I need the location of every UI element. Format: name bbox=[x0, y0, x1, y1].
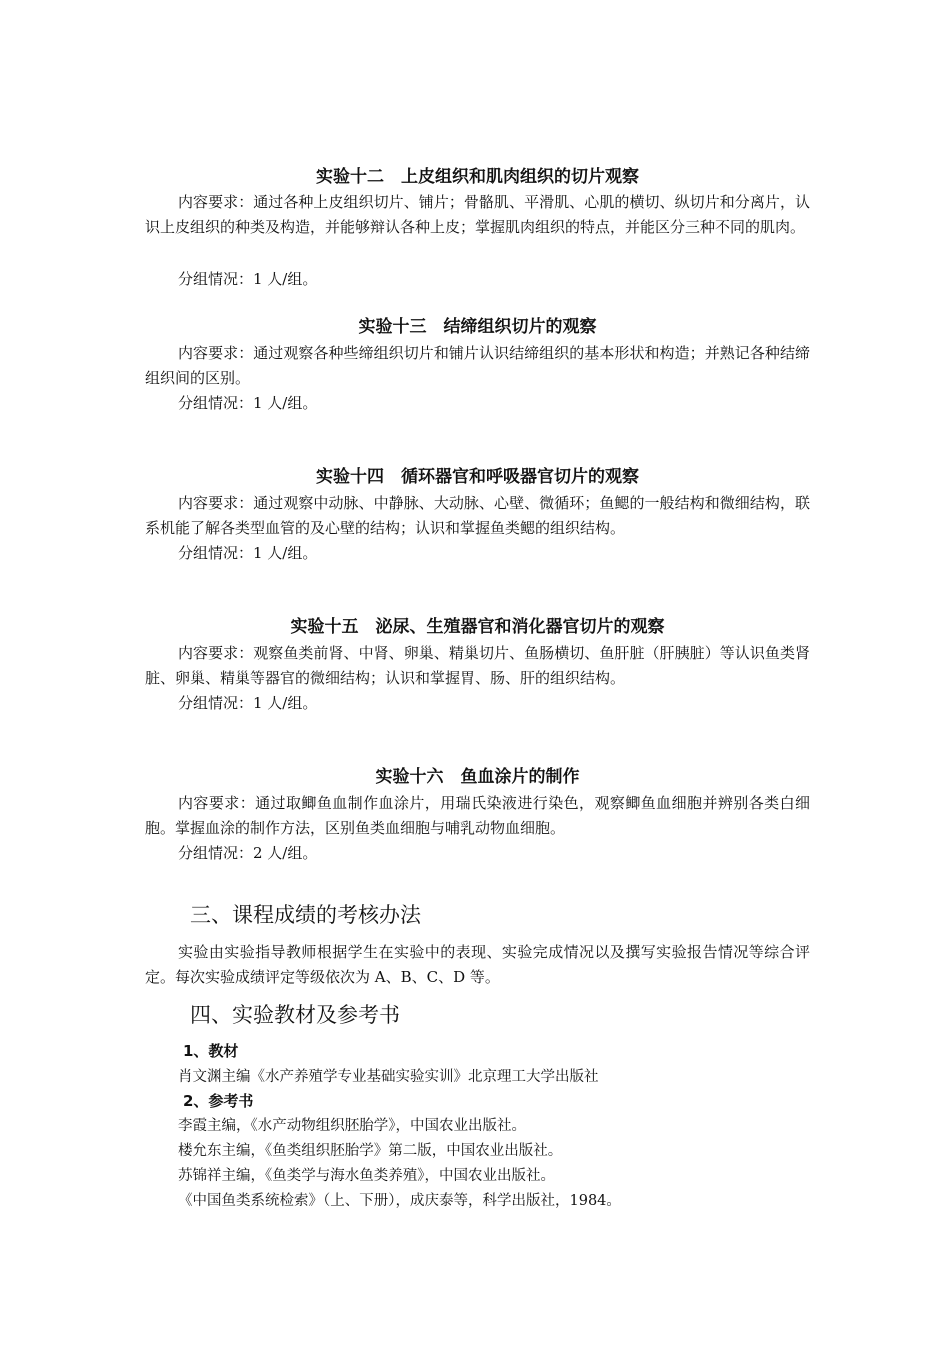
textbook-entry: 肖文渊主编《水产养殖学专业基础实验实训》北京理工大学出版社 bbox=[178, 1069, 599, 1085]
textbook-heading: 1、教材 bbox=[183, 1042, 239, 1060]
experiment-14-grouping: 分组情况：1 人/组。 bbox=[178, 544, 318, 562]
experiment-12-title: 实验十二 上皮组织和肌肉组织的切片观察 bbox=[316, 167, 639, 187]
experiment-12-content: 内容要求：通过各种上皮组织切片、铺片；骨骼肌、平滑肌、心肌的横切、纵切片和分离片，认识上皮组织的种类及构造，并能够辩认各种上皮；掌握肌肉组织的特点，并能区分三种不同的肌肉。 bbox=[145, 193, 810, 236]
section-3-heading: 三、课程成绩的考核办法 bbox=[190, 903, 421, 927]
experiment-16-content: 内容要求：通过取鲫鱼血制作血涂片，用瑞氏染液进行染色，观察鲫鱼血细胞并辨别各类白细胞。掌握血涂的制作方法，区别鱼类血细胞与哺乳动物血细胞。 bbox=[145, 794, 810, 837]
reference-item: 楼允东主编，《鱼类组织胚胎学》第二版，中国农业出版社。 bbox=[178, 1143, 563, 1159]
experiment-16-title: 实验十六 鱼血涂片的制作 bbox=[375, 767, 580, 787]
experiment-15-title: 实验十五 泌尿、生殖器官和消化器官切片的观察 bbox=[290, 617, 665, 637]
reference-item: 李霞主编，《水产动物组织胚胎学》，中国农业出版社。 bbox=[178, 1118, 526, 1134]
experiment-15-grouping: 分组情况：1 人/组。 bbox=[178, 694, 318, 712]
experiment-14-content: 内容要求：通过观察中动脉、中静脉、大动脉、心壁、微循环；鱼鳃的一般结构和微细结构，联系机能了解各类型血管的及心壁的结构；认识和掌握鱼类鳃的组织结构。 bbox=[145, 494, 810, 537]
experiment-12-grouping: 分组情况：1 人/组。 bbox=[178, 270, 318, 288]
references-heading: 2、参考书 bbox=[183, 1092, 254, 1110]
experiment-15-content: 内容要求：观察鱼类前肾、中肾、卵巢、精巢切片、鱼肠横切、鱼肝脏（肝胰脏）等认识鱼类肾脏、卵巢、精巢等器官的微细结构；认识和掌握胃、肠、肝的组织结构。 bbox=[145, 644, 810, 687]
reference-item: 苏锦祥主编，《鱼类学与海水鱼类养殖》，中国农业出版社。 bbox=[178, 1168, 555, 1184]
experiment-14-title: 实验十四 循环器官和呼吸器官切片的观察 bbox=[316, 467, 639, 487]
experiment-13-grouping: 分组情况：1 人/组。 bbox=[178, 394, 318, 412]
experiment-13-title: 实验十三 结缔组织切片的观察 bbox=[358, 317, 597, 337]
section-4-heading: 四、实验教材及参考书 bbox=[190, 1003, 400, 1027]
experiment-13-content: 内容要求：通过观察各种些缔组织切片和铺片认识结缔组织的基本形状和构造；并熟记各种结缔组织间的区别。 bbox=[145, 344, 810, 387]
section-3-text: 实验由实验指导教师根据学生在实验中的表现、实验完成情况以及撰写实验报告情况等综合评定。每次实验成绩评定等级依次为 A、B、C、D 等。 bbox=[145, 943, 810, 986]
reference-item: 《中国鱼类系统检索》（上、下册），成庆泰等，科学出版社，1984。 bbox=[178, 1193, 621, 1209]
experiment-16-grouping: 分组情况：2 人/组。 bbox=[178, 844, 318, 862]
